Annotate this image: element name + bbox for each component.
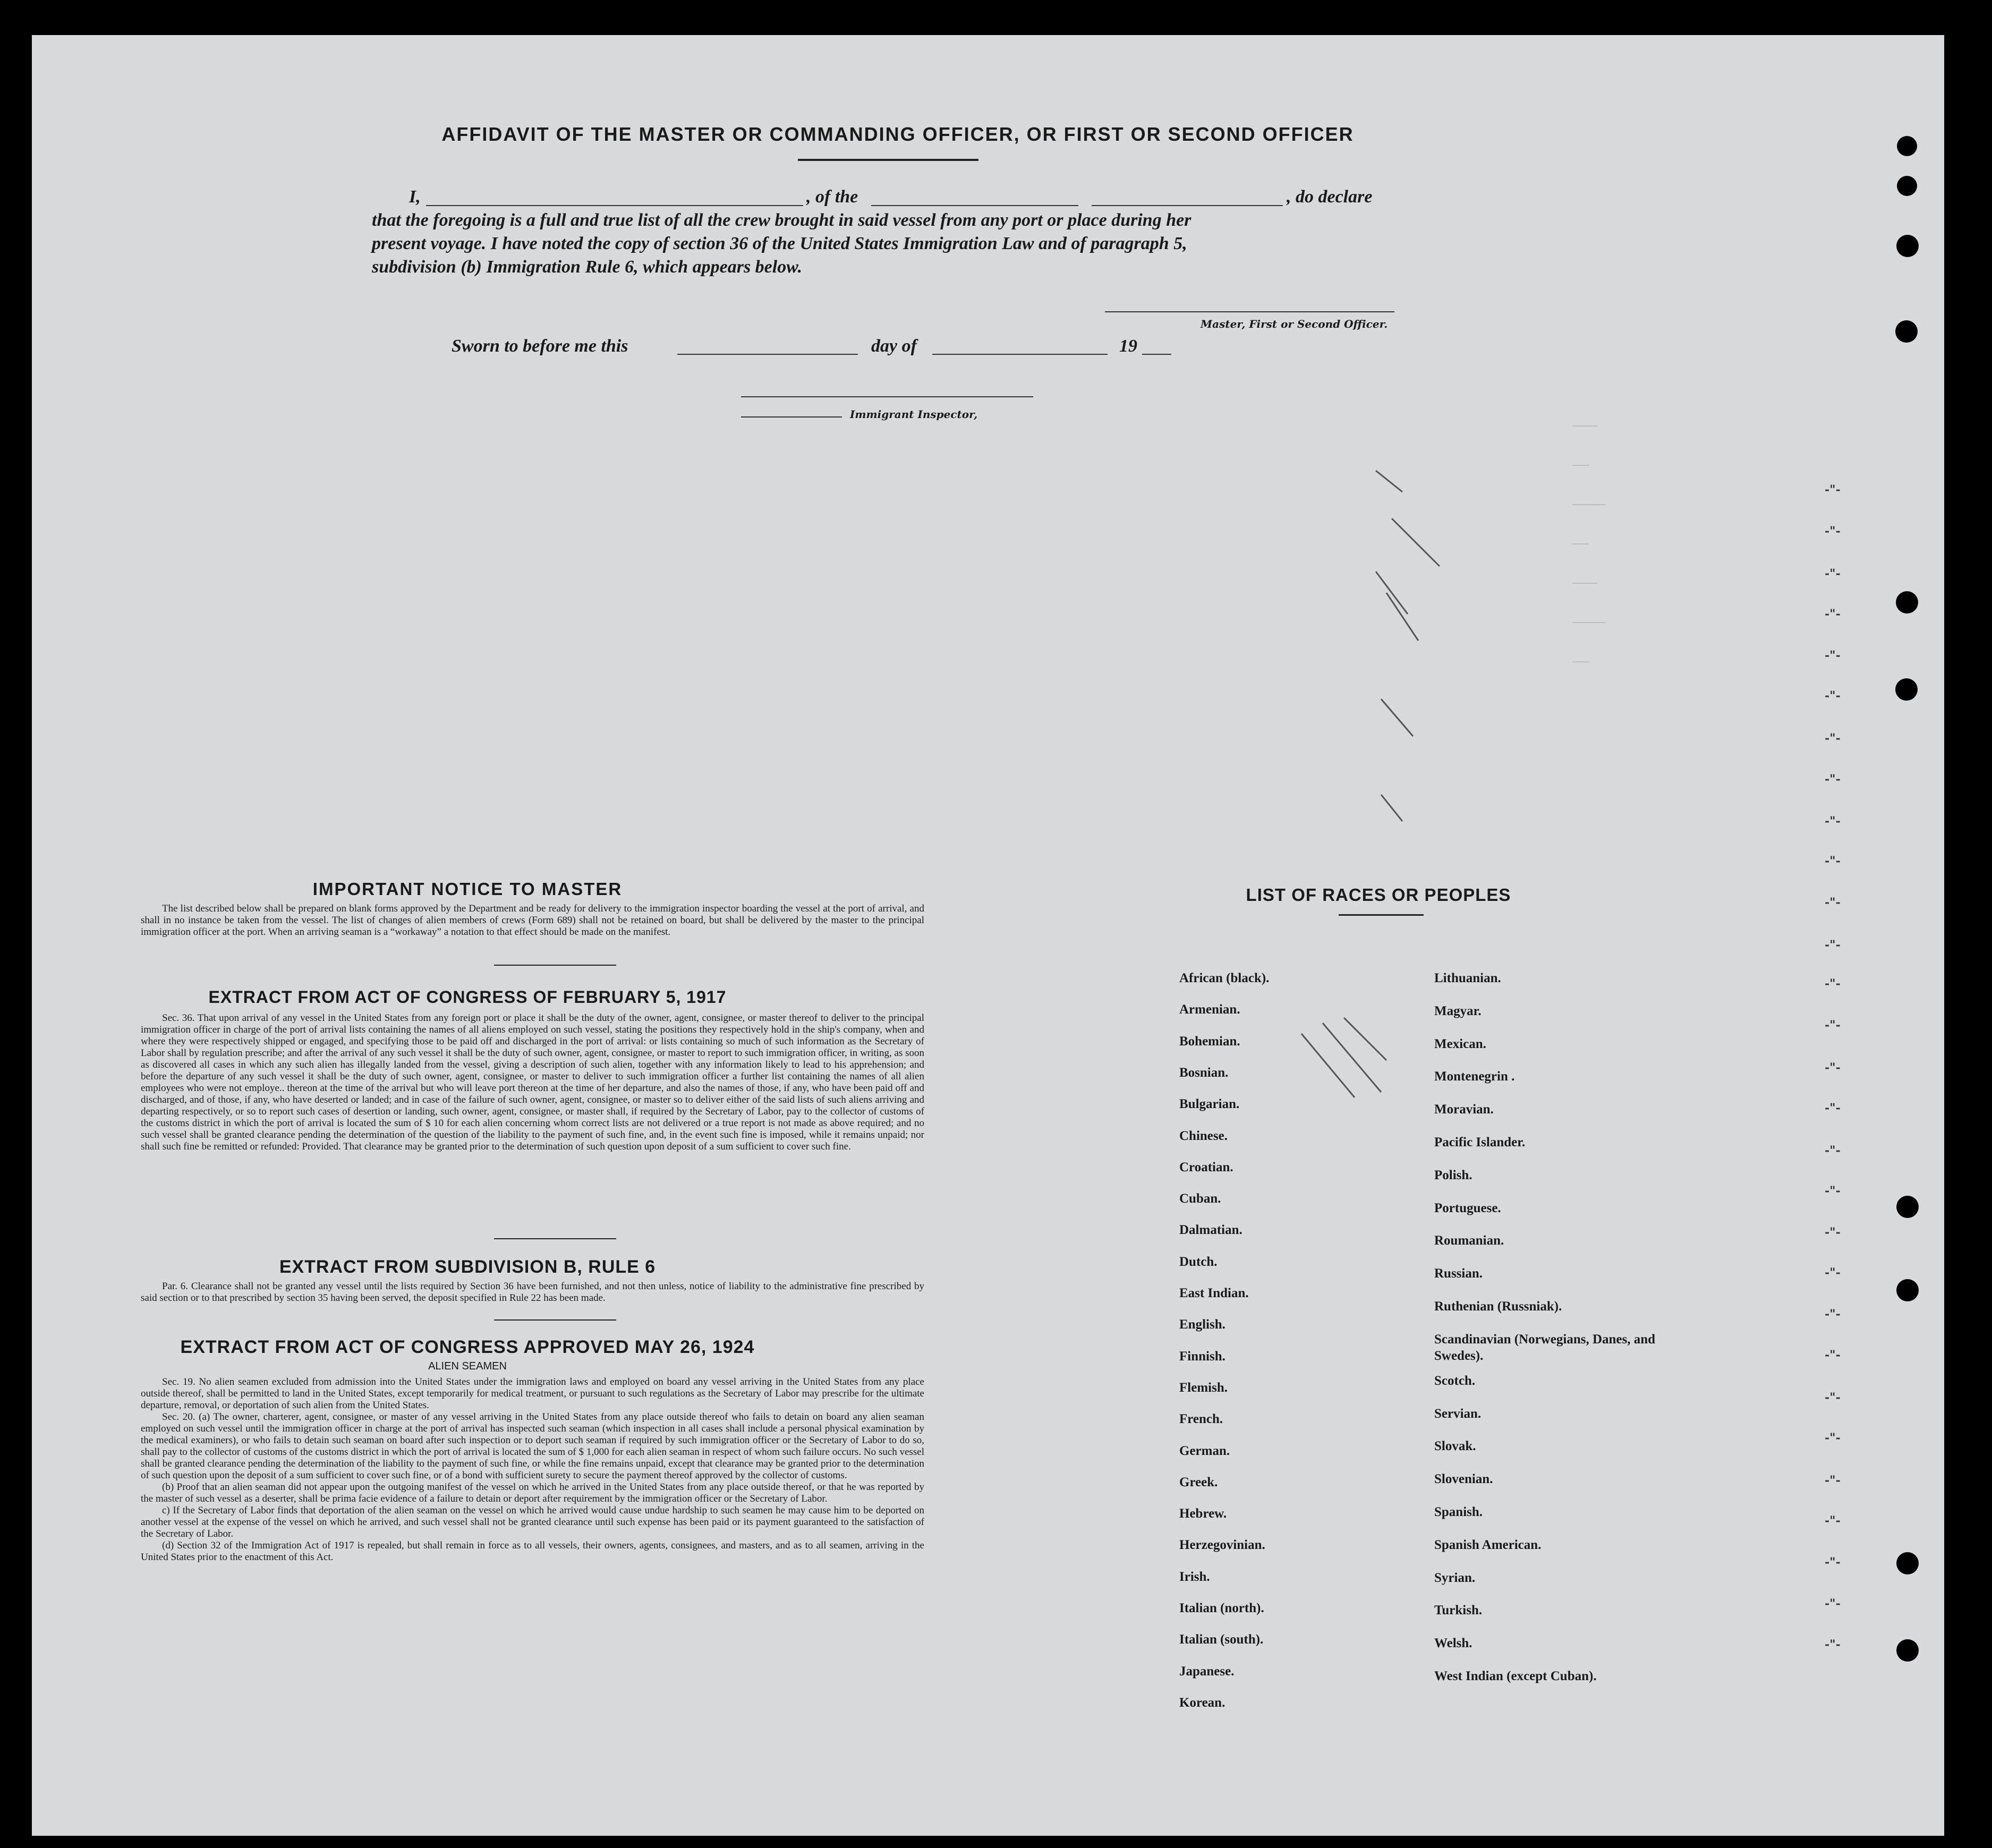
race-item: Dalmatian. xyxy=(1179,1223,1242,1238)
sworn-text: Sworn to before me this xyxy=(452,336,628,356)
year-blank xyxy=(1142,354,1171,355)
declaration-i: I, xyxy=(409,187,421,207)
race-item: Welsh. xyxy=(1434,1636,1472,1651)
race-item: East Indian. xyxy=(1179,1286,1249,1300)
ditto-mark: -"- xyxy=(1825,977,1841,991)
ditto-mark: -"- xyxy=(1825,731,1841,745)
race-item: Slovak. xyxy=(1434,1439,1476,1454)
notice-text xyxy=(141,903,924,938)
inspector-label: Immigrant Inspector, xyxy=(850,408,978,421)
ditto-mark: -"- xyxy=(1825,567,1841,581)
race-item: Finnish. xyxy=(1179,1349,1225,1364)
declaration-line-1 xyxy=(409,185,421,209)
race-item: Irish. xyxy=(1179,1569,1210,1584)
name-blank xyxy=(426,205,803,206)
month-blank xyxy=(932,354,1108,355)
bleed-through: ─── ── ──── ── ─── ──── ── xyxy=(1572,419,1606,670)
race-item: Montenegrin . xyxy=(1434,1069,1515,1084)
vessel-blank-1 xyxy=(871,205,1078,206)
race-item: Ruthenian (Russniak). xyxy=(1434,1299,1562,1314)
race-item: Roumanian. xyxy=(1434,1233,1504,1248)
race-item: Scandinavian (Norwegians, Danes, and Swedes). xyxy=(1434,1332,1656,1363)
notice-divider xyxy=(494,965,616,966)
race-item: Scotch. xyxy=(1434,1373,1476,1388)
manifest-page xyxy=(32,35,1944,1836)
ditto-mark: -"- xyxy=(1825,1061,1841,1075)
ditto-mark: -"- xyxy=(1825,854,1841,868)
punch-hole xyxy=(1897,136,1917,156)
race-item: Herzegovinian. xyxy=(1179,1538,1265,1553)
punch-hole xyxy=(1897,176,1917,196)
declaration-line-4: subdivision (b) Immigration Rule 6, which appears below. xyxy=(372,257,803,277)
alien-seamen-subtitle: ALIEN SEAMEN xyxy=(428,1360,507,1372)
officer-signature-line xyxy=(1105,311,1394,312)
notice-title: IMPORTANT NOTICE TO MASTER xyxy=(312,879,623,899)
punch-hole xyxy=(1896,235,1919,257)
ditto-mark: -"- xyxy=(1825,649,1841,662)
race-item: Polish. xyxy=(1434,1168,1472,1182)
race-item: Mexican. xyxy=(1434,1036,1486,1051)
races-title: LIST OF RACES OR PEOPLES xyxy=(1246,885,1511,905)
race-item: German. xyxy=(1179,1443,1230,1458)
race-item: Bulgarian. xyxy=(1179,1097,1240,1112)
extract-1917-text xyxy=(141,1012,924,1153)
race-item: Korean. xyxy=(1179,1695,1225,1710)
ditto-mark: -"- xyxy=(1825,1266,1841,1280)
sec-20a-paragraph: Sec. 20. (a) The owner, charterer, agent, consignee, or master of any vessel arriving in the United States from any place outside thereof who fails to detain on board any alien seaman employed on such vessel until the immigration officer in charge at the port of arrival has inspected such seaman (which inspection in all cases shall include a personal physical examination by the medical examiners), or who fails to detain such seaman on board after such inspection or to deport such seaman if required by such immigration officer or the Secretary of Labor to do so, shall pay to the collector of customs of the customs district in which the port of arrival is located the sum of $ 1,000 for each alien seaman in respect of whom such failure occurs. No such vessel shall be granted clearance pending the determination of the liability to the payment of such fine, or while the fine remains unpaid, except that clearance may be granted prior to the determination of such question upon the deposit of a sum sufficient to cover such fine, or of a bond with sufficient surety to secure the payment thereof approved by the collector of customs. xyxy=(141,1411,924,1481)
race-item: Spanish. xyxy=(1434,1505,1483,1519)
pencil-stroke xyxy=(1381,795,1402,821)
ditto-mark: -"- xyxy=(1825,1184,1841,1198)
day-of-text: day of xyxy=(871,336,917,356)
officer-signature-label: Master, First or Second Officer. xyxy=(1201,318,1388,330)
sec-20b-paragraph: (b) Proof that an alien seaman did not appear upon the outgoing manifest of the vessel on which he arrived in the United States from any place outside thereof, or that he was reported by the master of such vessel as a deserter, shall be prima facie evidence of a failure to detain or deport after requirement by the immigration officer or the Secretary of Labor. xyxy=(141,1481,924,1504)
ditto-mark: -"- xyxy=(1825,1514,1841,1528)
race-item: Russian. xyxy=(1434,1266,1483,1281)
sec-19-paragraph: Sec. 19. No alien seamen excluded from admission into the United States under the immigration laws and employed on board any vessel arriving in the United States from any place outside thereof, shall be permitted to land in the United States, except temporarily for medical treatment, or pursuant to such regulations as the Secretary of Labor may prescribe for the ultimate departure, removal, or deportation of such alien from the United States. xyxy=(141,1376,924,1411)
rule6-paragraph: Par. 6. Clearance shall not be granted any vessel until the lists required by Section 36 have been furnished, and not then unless, notice of liability to the administrative fine prescribed by said section or to that prescribed by section 35 having been served, the deposit specified in Rule 22 has been made. xyxy=(141,1281,924,1304)
sec-20d-paragraph: (d) Section 32 of the Immigration Act of 1917 is repealed, but shall remain in force as to all vessels, their owners, agents, consignees, and masters, and as to all seamen, arriving in the United States prior to the enactment of this Act. xyxy=(141,1540,924,1563)
pencil-stroke xyxy=(1376,572,1408,614)
race-item: Turkish. xyxy=(1434,1603,1483,1618)
sec-20c-paragraph: c) If the Secretary of Labor finds that deportation of the alien seaman on the vessel on which he arrived would cause undue hardship to such seamen he may cause him to be deported on another vessel at the expense of the vessel on which he arrived, and such vessel shall not be granted clearance until such expense has been paid or its payment guaranteed to the satisfaction of the Secretary of Labor. xyxy=(141,1505,924,1539)
race-item: Portuguese. xyxy=(1434,1200,1501,1215)
sworn-day-blank xyxy=(677,354,858,355)
notice-paragraph: The list described below shall be prepared on blank forms approved by the Department and be ready for delivery to the immigration inspector boarding the vessel at the port of arrival, and shall in no instance be taken from the vessel. The list of changes of alien members of crews (Form 689) shall not be retained on board, but shall be delivered by the master to the principal immigration officer at the port. When an arriving seaman is a “workaway” a notation to that effect should be made on the manifest. xyxy=(141,903,924,938)
race-item: Flemish. xyxy=(1179,1380,1228,1395)
ditto-mark: -"- xyxy=(1825,772,1841,786)
race-item: Servian. xyxy=(1434,1406,1482,1421)
year-text: 19 xyxy=(1119,336,1137,356)
punch-hole xyxy=(1896,591,1918,614)
pencil-stroke xyxy=(1301,1034,1355,1097)
ditto-mark: -"- xyxy=(1825,524,1841,538)
race-item: African (black). xyxy=(1179,971,1270,985)
ditto-mark: -"- xyxy=(1825,1225,1841,1239)
ditto-mark: -"- xyxy=(1825,483,1841,497)
affidavit-title: AFFIDAVIT OF THE MASTER OR COMMANDING OFFICER, OR FIRST OR SECOND OFFICER xyxy=(441,123,1354,145)
punch-hole xyxy=(1895,320,1918,343)
race-item: Dutch. xyxy=(1179,1254,1218,1269)
pencil-stroke xyxy=(1376,471,1402,492)
ditto-mark: -"- xyxy=(1825,1101,1841,1115)
inspector-line-1 xyxy=(741,396,1033,397)
pencil-stroke xyxy=(1323,1023,1381,1092)
race-item: Moravian. xyxy=(1434,1102,1494,1117)
ditto-mark: -"- xyxy=(1825,1391,1841,1404)
race-item: Magyar. xyxy=(1434,1003,1482,1018)
punch-hole xyxy=(1896,1279,1919,1301)
section-36-paragraph: Sec. 36. That upon arrival of any vessel in the United States from any foreign port or place it shall be the duty of the owner, agent, consignee, or master thereof to deliver to the principal immigration officer in charge of the port of arrival lists containing the names of all aliens employed on such vessel, stating the positions they respectively hold in the ship's company, when and where they were respectively shipped or engaged, and specifying those to be paid off and discharged in the port of arrival: or lists containing so much of such information as the Secretary of Labor shall by regulation prescribe; and after the arrival of any such vessel it shall be the duty of such owner, agent, consignee, or master to report to such immigration officer, in writing, as soon as discovered all cases in which any such alien has illegally landed from the vessel, giving a description of such alien, together with any information likely to lead to his apprehension; and before the departure of any such vessel it shall be the duty of such owner, agent, consignee, or master to deliver to such immigration officer a further list containing the names of all alien employees who were not employe.. thereon at the time of the arrival but who will leave port thereon at the time of her departure, and also the names of those, if any, who have been paid off and discharged, and of those, if any, who have deserted or landed; and in case of the failure of such owner, agent, consignee, or master so to deliver either of the said lists of such aliens arriving and departing respectively, or so to report such cases of desertion or landing, such owner, agent, consignee, or master shall, if required by the Secretary of Labor, pay to the collector of customs of the customs district in which the port of arrival is located the sum of $ 10 for each alien concerning whom correct lists are not delivered or a true report is not made as above required; and no such vessel shall be granted clearance pending the determination of the question of the liability to the payment of such fine, and, in the event such fine is imposed, while it remains unpaid; nor shall such fine be remitted or refunded: Provided. That clearance may be granted prior to the determination of such question upon deposit of a sum sufficient to cover such fine. xyxy=(141,1012,924,1152)
race-item: Cuban. xyxy=(1179,1191,1221,1206)
race-item: Slovenian. xyxy=(1434,1472,1493,1487)
ditto-mark: -"- xyxy=(1825,607,1841,621)
punch-hole xyxy=(1896,1196,1919,1218)
pencil-stroke xyxy=(1381,699,1413,736)
race-item: Bohemian. xyxy=(1179,1034,1240,1049)
extract-1917-divider xyxy=(494,1238,616,1239)
race-item: Bosnian. xyxy=(1179,1065,1229,1080)
race-item: English. xyxy=(1179,1317,1225,1332)
race-item: Italian (south). xyxy=(1179,1632,1264,1647)
pencil-stroke xyxy=(1386,593,1418,641)
race-item: Croatian. xyxy=(1179,1160,1233,1174)
ditto-mark: -"- xyxy=(1825,814,1841,828)
title-underline xyxy=(798,159,978,161)
pencil-marks xyxy=(1280,460,1493,1177)
race-item: Armenian. xyxy=(1179,1002,1240,1017)
race-item: Chinese. xyxy=(1179,1128,1228,1143)
of-the-text: , of the xyxy=(806,187,858,207)
declaration-line-2: that the foregoing is a full and true list of all the crew brought in said vessel from any port or place during her xyxy=(372,210,1191,230)
ditto-mark: -"- xyxy=(1825,689,1841,703)
punch-hole xyxy=(1895,678,1918,701)
race-item: Spanish American. xyxy=(1434,1537,1542,1552)
inspector-line-2 xyxy=(741,416,842,418)
race-item: Lithuanian. xyxy=(1434,971,1501,985)
ditto-mark: -"- xyxy=(1825,896,1841,909)
rule6-divider xyxy=(494,1319,616,1321)
ditto-mark: -"- xyxy=(1825,1431,1841,1445)
race-item: Hebrew. xyxy=(1179,1506,1227,1521)
extract-1924-title: EXTRACT FROM ACT OF CONGRESS APPROVED MAY 26, 1924 xyxy=(180,1337,755,1357)
ditto-mark: -"- xyxy=(1825,1474,1841,1487)
pencil-stroke xyxy=(1344,1018,1386,1060)
ditto-mark: -"- xyxy=(1825,1018,1841,1032)
ditto-mark: -"- xyxy=(1825,938,1841,952)
ditto-mark: -"- xyxy=(1825,1144,1841,1157)
rule6-text xyxy=(141,1281,924,1304)
race-item: Pacific Islander. xyxy=(1434,1135,1526,1149)
ditto-mark: -"- xyxy=(1825,1638,1841,1651)
ditto-mark: -"- xyxy=(1825,1307,1841,1321)
race-item: Japanese. xyxy=(1179,1664,1235,1679)
punch-hole xyxy=(1896,1552,1919,1574)
pencil-stroke xyxy=(1392,518,1440,566)
ditto-mark: -"- xyxy=(1825,1348,1841,1362)
extract-1917-title: EXTRACT FROM ACT OF CONGRESS OF FEBRUARY 5, 1917 xyxy=(208,987,727,1007)
rule6-title: EXTRACT FROM SUBDIVISION B, RULE 6 xyxy=(279,1257,656,1277)
declare-text: , do declare xyxy=(1287,187,1373,207)
race-item: West Indian (except Cuban). xyxy=(1434,1669,1597,1683)
race-item: Syrian. xyxy=(1434,1570,1476,1585)
punch-hole xyxy=(1896,1639,1919,1662)
vessel-blank-2 xyxy=(1092,205,1283,206)
race-item: Greek. xyxy=(1179,1475,1218,1489)
declaration-line-3: present voyage. I have noted the copy of section 36 of the United States Immigration Law and of paragraph 5, xyxy=(372,234,1187,253)
ditto-mark: -"- xyxy=(1825,1555,1841,1569)
ditto-mark: -"- xyxy=(1825,1597,1841,1611)
race-item: French. xyxy=(1179,1412,1223,1427)
extract-1924-text xyxy=(141,1376,924,1563)
race-item: Italian (north). xyxy=(1179,1601,1264,1615)
